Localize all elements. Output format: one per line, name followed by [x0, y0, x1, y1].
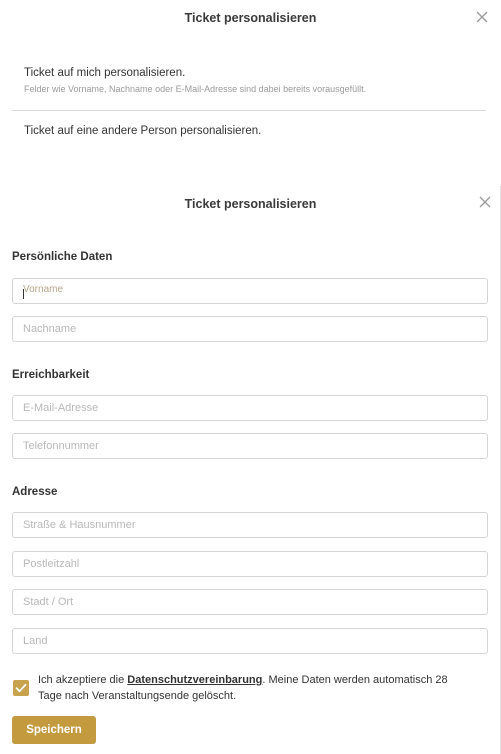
firstname-input[interactable]: [13, 282, 487, 306]
phone-input[interactable]: [13, 434, 487, 458]
email-input[interactable]: [13, 396, 487, 420]
privacy-consent: [12, 672, 482, 706]
city-input[interactable]: [13, 590, 487, 614]
country-field[interactable]: [12, 628, 488, 654]
divider: [12, 110, 486, 111]
personalize-form-dialog: [0, 186, 501, 754]
street-field[interactable]: [12, 512, 488, 538]
checkmark-icon: [13, 680, 29, 696]
section-heading-contact: Erreichbarkeit: [12, 369, 90, 381]
privacy-policy-link[interactable]: Datenschutzvereinbarung: [127, 674, 263, 686]
consent-checkbox[interactable]: [13, 680, 29, 696]
email-field[interactable]: [12, 395, 488, 421]
consent-text: [38, 672, 458, 704]
option-self-label: Ticket auf mich personalisieren.: [24, 67, 186, 79]
phone-field[interactable]: [12, 433, 488, 459]
option-personalize-self[interactable]: [24, 67, 484, 94]
close-icon[interactable]: [478, 195, 492, 209]
text-cursor: [23, 289, 24, 299]
dialog-title: Ticket personalisieren: [184, 11, 317, 25]
section-heading-personal: Persönliche Daten: [12, 251, 113, 263]
dialog-title: Ticket personalisieren: [184, 197, 317, 211]
lastname-input[interactable]: [13, 317, 487, 341]
option-personalize-other[interactable]: Ticket auf eine andere Person personalisieren.: [24, 125, 262, 137]
zip-field[interactable]: [12, 551, 488, 577]
country-input[interactable]: [13, 629, 487, 653]
street-input[interactable]: [13, 513, 487, 537]
consent-text-after: . Meine Daten werden automatisch 28 Tage nach Veranstaltungsende gelöscht.: [38, 674, 448, 702]
close-icon[interactable]: [475, 10, 489, 24]
zip-input[interactable]: [13, 552, 487, 576]
lastname-field[interactable]: [12, 316, 488, 342]
firstname-field[interactable]: [12, 278, 488, 304]
consent-text-before: Ich akzeptiere die: [38, 674, 128, 686]
personalize-choice-dialog: [0, 0, 501, 160]
option-self-hint: Felder wie Vorname, Nachname oder E-Mail-Adresse sind dabei bereits vorausgefüllt.: [24, 84, 367, 94]
city-field[interactable]: [12, 589, 488, 615]
save-button[interactable]: Speichern: [12, 716, 96, 744]
section-heading-address: Adresse: [12, 486, 58, 498]
